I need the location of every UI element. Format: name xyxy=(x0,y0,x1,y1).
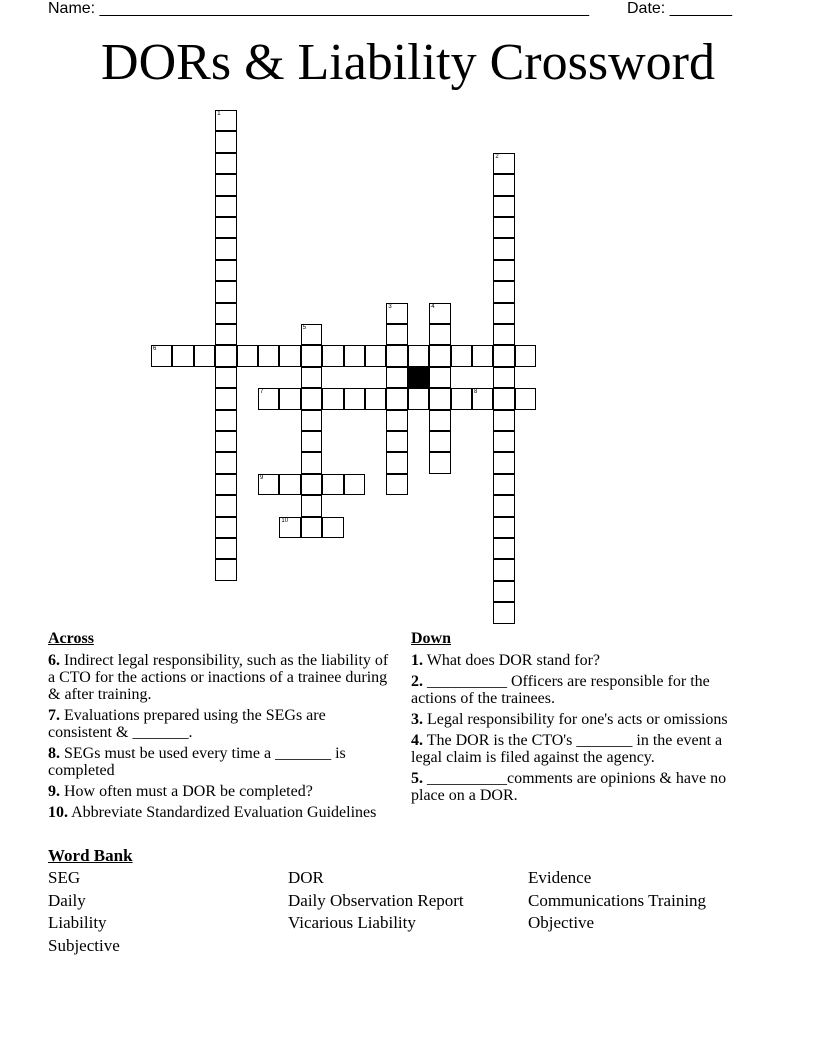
grid-cell[interactable] xyxy=(344,474,365,495)
down-clue xyxy=(411,673,756,707)
down-clues xyxy=(411,630,756,808)
grid-cell[interactable] xyxy=(215,238,236,259)
grid-cell[interactable] xyxy=(493,281,514,302)
clue-number-label: 8 xyxy=(474,389,478,396)
word-bank-item: Daily xyxy=(48,890,86,910)
grid-cell[interactable] xyxy=(258,474,279,495)
clue-number: 2. xyxy=(411,673,423,690)
clue-text: How often must a DOR be completed? xyxy=(60,783,313,800)
grid-cell[interactable] xyxy=(279,345,300,366)
clue-number: 5. xyxy=(411,770,423,787)
grid-cell[interactable] xyxy=(301,410,322,431)
grid-cell[interactable] xyxy=(386,452,407,473)
grid-cell[interactable] xyxy=(493,474,514,495)
grid-cell[interactable] xyxy=(258,388,279,409)
down-clue xyxy=(411,711,756,728)
word-bank-item: Liability xyxy=(48,913,107,932)
date-field-label: Date: _______ xyxy=(627,0,732,17)
grid-cell[interactable] xyxy=(429,431,450,452)
grid-cell[interactable] xyxy=(215,281,236,302)
grid-cell[interactable] xyxy=(493,538,514,559)
grid-cell[interactable] xyxy=(301,517,322,538)
grid-cell[interactable] xyxy=(429,410,450,431)
clue-number-label: 7 xyxy=(260,389,264,396)
grid-cell[interactable] xyxy=(429,452,450,473)
grid-cell[interactable] xyxy=(386,474,407,495)
grid-cell[interactable] xyxy=(279,388,300,409)
clue-number: 3. xyxy=(411,711,423,728)
grid-cell[interactable] xyxy=(386,367,407,388)
clue-number: 9. xyxy=(48,783,60,800)
grid-cell[interactable] xyxy=(215,495,236,516)
clue-number: 4. xyxy=(411,732,423,749)
grid-cell[interactable] xyxy=(344,345,365,366)
grid-cell[interactable] xyxy=(493,238,514,259)
grid-cell[interactable] xyxy=(215,559,236,580)
grid-cell[interactable] xyxy=(301,474,322,495)
grid-cell[interactable] xyxy=(386,431,407,452)
grid-cell[interactable] xyxy=(215,345,236,366)
across-clue xyxy=(48,707,393,741)
grid-cell[interactable] xyxy=(322,474,343,495)
grid-cell[interactable] xyxy=(429,345,450,366)
grid-cell[interactable] xyxy=(429,324,450,345)
down-clue xyxy=(411,652,756,669)
word-bank-item: Evidence xyxy=(528,868,592,887)
grid-cell[interactable] xyxy=(215,260,236,281)
grid-cell[interactable] xyxy=(322,517,343,538)
grid-cell[interactable] xyxy=(301,452,322,473)
grid-cell[interactable] xyxy=(493,495,514,516)
grid-cell[interactable] xyxy=(493,153,514,174)
clue-number-label: 9 xyxy=(260,474,264,481)
clue-number: 8. xyxy=(48,745,60,762)
grid-cell[interactable] xyxy=(429,303,450,324)
grid-cell[interactable] xyxy=(472,388,493,409)
word-bank-heading: Word Bank xyxy=(48,846,133,865)
grid-cell[interactable] xyxy=(194,345,215,366)
grid-cell[interactable] xyxy=(301,388,322,409)
word-bank-item: Subjective xyxy=(48,935,120,955)
grid-cell[interactable] xyxy=(322,345,343,366)
grid-cell[interactable] xyxy=(172,345,193,366)
across-clues xyxy=(48,630,393,825)
clue-text: Indirect legal responsibility, such as the liability of a CTO for the actions or inactions of a trainee during & after training. xyxy=(48,652,389,703)
across-clue xyxy=(48,652,393,703)
grid-cell[interactable] xyxy=(322,388,343,409)
grid-cell[interactable] xyxy=(386,345,407,366)
grid-cell[interactable] xyxy=(151,345,172,366)
word-bank-item: DOR xyxy=(288,868,324,887)
clue-number-label: 10 xyxy=(281,517,289,524)
grid-cell[interactable] xyxy=(515,388,536,409)
clue-number: 1. xyxy=(411,652,423,669)
clue-number: 7. xyxy=(48,707,60,724)
across-clue xyxy=(48,804,393,821)
grid-cell[interactable] xyxy=(301,367,322,388)
grid-cell[interactable] xyxy=(215,538,236,559)
word-bank-item: Communications Training xyxy=(528,890,707,910)
clue-number: 10. xyxy=(48,804,68,821)
clue-text: Evaluations prepared using the SEGs are consistent & _______. xyxy=(48,707,326,741)
grid-cell[interactable] xyxy=(279,517,300,538)
clue-text: Legal responsibility for one's acts or omissions xyxy=(423,711,728,728)
black-cell xyxy=(408,367,429,388)
grid-cell[interactable] xyxy=(344,388,365,409)
grid-cell[interactable] xyxy=(215,110,236,131)
grid-cell[interactable] xyxy=(515,345,536,366)
clue-text: The DOR is the CTO's _______ in the event a legal claim is filed against the agency. xyxy=(411,732,723,766)
grid-cell[interactable] xyxy=(301,345,322,366)
grid-cell[interactable] xyxy=(301,324,322,345)
clue-text: SEGs must be used every time a _______ is completed xyxy=(48,745,346,779)
grid-cell[interactable] xyxy=(301,431,322,452)
across-clue xyxy=(48,745,393,779)
grid-cell[interactable] xyxy=(279,474,300,495)
grid-cell[interactable] xyxy=(215,388,236,409)
down-clue xyxy=(411,732,756,766)
grid-cell[interactable] xyxy=(215,131,236,152)
grid-cell[interactable] xyxy=(386,303,407,324)
grid-cell[interactable] xyxy=(493,260,514,281)
clue-number-label: 2 xyxy=(495,153,499,160)
grid-cell[interactable] xyxy=(493,602,514,623)
grid-cell[interactable] xyxy=(493,517,514,538)
grid-cell[interactable] xyxy=(493,303,514,324)
grid-cell[interactable] xyxy=(493,217,514,238)
grid-cell[interactable] xyxy=(493,367,514,388)
grid-cell[interactable] xyxy=(429,367,450,388)
word-bank-item: Objective xyxy=(528,913,595,932)
grid-cell[interactable] xyxy=(215,174,236,195)
grid-cell[interactable] xyxy=(215,517,236,538)
grid-cell[interactable] xyxy=(215,367,236,388)
across-heading: Across xyxy=(48,630,94,647)
grid-cell[interactable] xyxy=(408,388,429,409)
clue-number-label: 3 xyxy=(388,303,392,310)
grid-cell[interactable] xyxy=(493,324,514,345)
grid-cell[interactable] xyxy=(365,345,386,366)
grid-cell[interactable] xyxy=(493,410,514,431)
grid-cell[interactable] xyxy=(493,345,514,366)
grid-cell[interactable] xyxy=(493,452,514,473)
across-clue xyxy=(48,783,393,800)
page-title: DORs & Liability Crossword xyxy=(101,34,715,91)
grid-cell[interactable] xyxy=(301,495,322,516)
name-field-label: Name: _______________________________________________________ xyxy=(48,0,589,17)
grid-cell[interactable] xyxy=(472,345,493,366)
clue-text: __________ Officers are responsible for the actions of the trainees. xyxy=(411,673,710,707)
clue-text: Abbreviate Standardized Evaluation Guidelines xyxy=(68,804,377,821)
word-bank-item: Vicarious Liability xyxy=(288,913,416,932)
grid-cell[interactable] xyxy=(408,345,429,366)
grid-cell[interactable] xyxy=(386,410,407,431)
grid-cell[interactable] xyxy=(215,410,236,431)
clue-number-label: 1 xyxy=(217,111,221,117)
grid-cell[interactable] xyxy=(215,452,236,473)
grid-cell[interactable] xyxy=(365,388,386,409)
down-heading: Down xyxy=(411,630,452,647)
grid-cell[interactable] xyxy=(215,196,236,217)
grid-cell[interactable] xyxy=(258,345,279,366)
grid-cell[interactable] xyxy=(429,388,450,409)
grid-cell[interactable] xyxy=(386,388,407,409)
down-clue xyxy=(411,770,756,804)
grid-cell[interactable] xyxy=(493,581,514,602)
grid-cell[interactable] xyxy=(493,388,514,409)
grid-cell[interactable] xyxy=(215,431,236,452)
clue-text: __________comments are opinions & have no place on a DOR. xyxy=(411,770,727,804)
clue-number-label: 6 xyxy=(153,346,157,353)
word-bank-item: SEG xyxy=(48,868,81,887)
grid-cell[interactable] xyxy=(451,345,472,366)
grid-cell[interactable] xyxy=(215,153,236,174)
clue-number: 6. xyxy=(48,652,60,669)
grid-cell[interactable] xyxy=(493,431,514,452)
word-bank-item: Daily Observation Report xyxy=(288,890,464,910)
grid-cell[interactable] xyxy=(215,303,236,324)
grid-cell[interactable] xyxy=(215,474,236,495)
grid-cell[interactable] xyxy=(493,196,514,217)
grid-cell[interactable] xyxy=(386,324,407,345)
grid-cell[interactable] xyxy=(215,217,236,238)
grid-cell[interactable] xyxy=(493,174,514,195)
grid-cell[interactable] xyxy=(493,559,514,580)
grid-cell[interactable] xyxy=(215,324,236,345)
clue-number-label: 5 xyxy=(302,325,307,331)
clue-text: What does DOR stand for? xyxy=(423,652,600,669)
clue-number-label: 4 xyxy=(431,303,435,310)
grid-cell[interactable] xyxy=(451,388,472,409)
grid-cell[interactable] xyxy=(237,345,258,366)
